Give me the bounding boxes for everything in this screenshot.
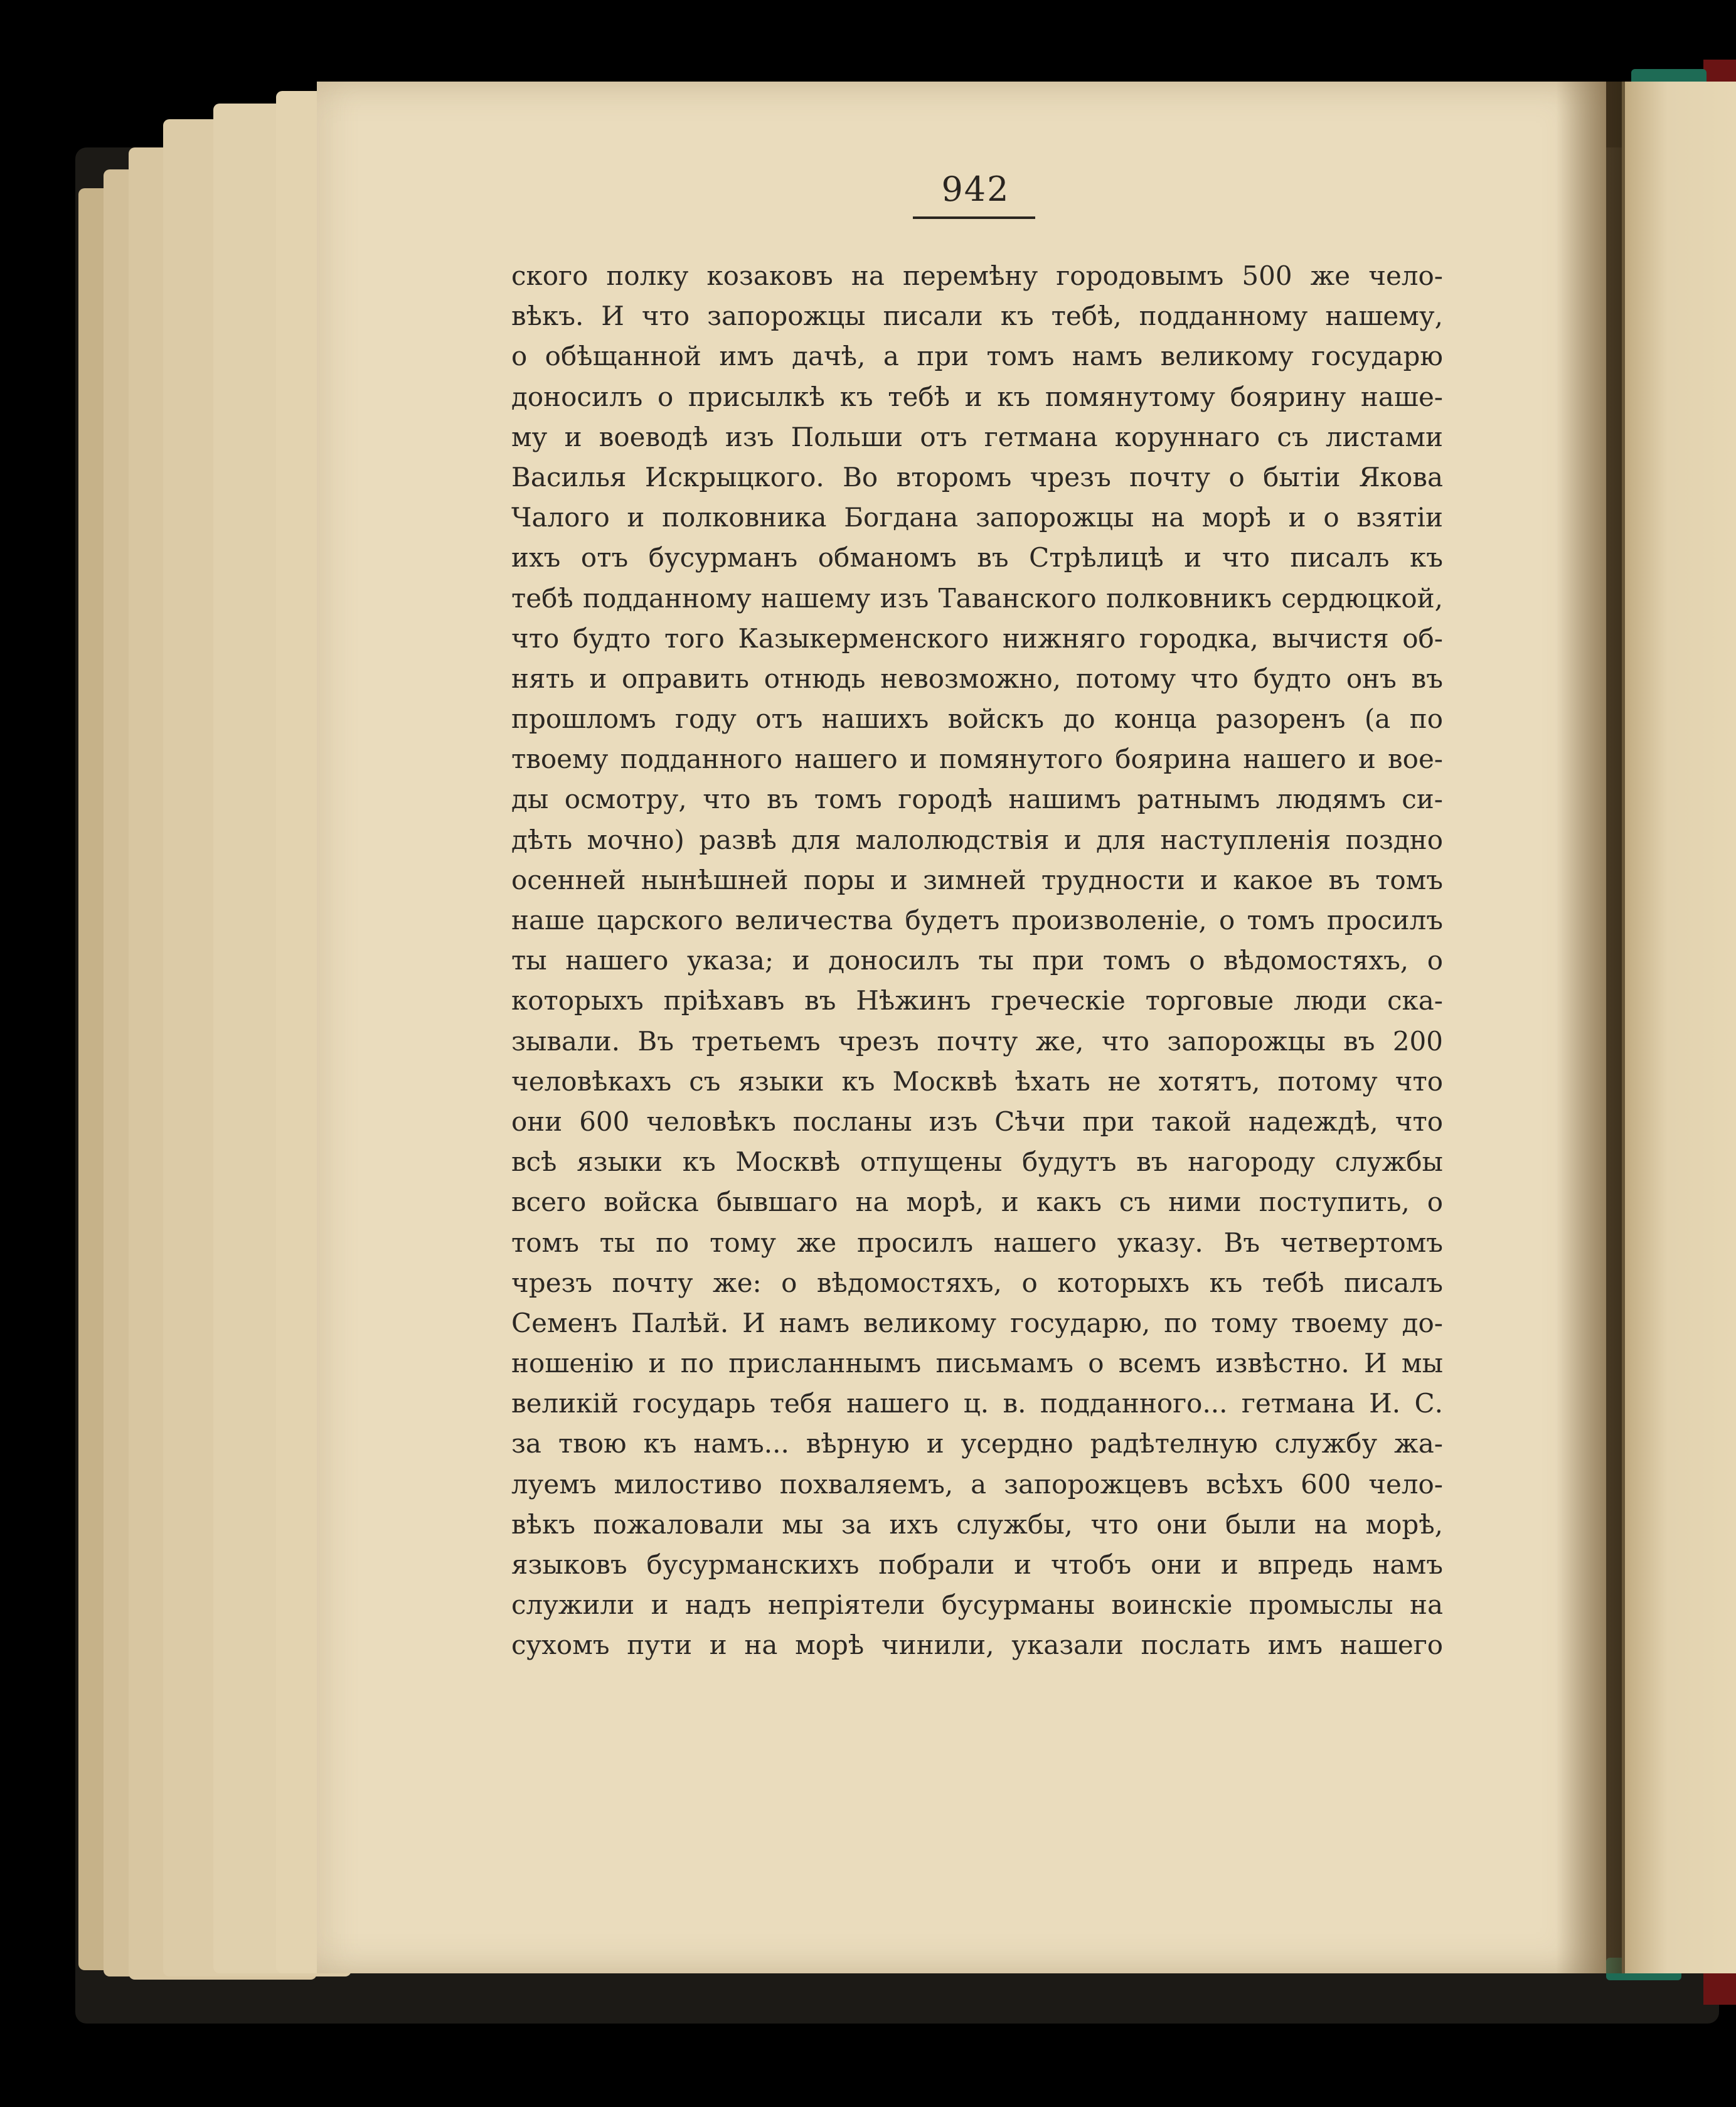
text-line: человѣкахъ съ языки къ Москвѣ ѣхать не хотятъ, потому что: [511, 1065, 1443, 1097]
text-line: языковъ бусурманскихъ побрали и чтобъ они и впредь намъ: [511, 1549, 1443, 1580]
text-line: му и воеводѣ изъ Польши отъ гетмана коруннаго съ листами: [511, 421, 1443, 452]
text-line: нять и оправить отнюдь невозможно, потому что будто онъ въ: [511, 663, 1443, 694]
text-line: о обѣщанной имъ дачѣ, а при томъ намъ великому государю: [511, 341, 1443, 372]
page-text: [511, 256, 1443, 1666]
text-line: всего войска бывшаго на морѣ, и какъ съ ними поступить, о: [511, 1187, 1443, 1218]
text-line: за твою къ намъ... вѣрную и усердно радѣтелную службу жа-: [511, 1428, 1443, 1459]
text-line: ношенію и по присланнымъ письмамъ о всемъ извѣстно. И мы: [511, 1348, 1443, 1379]
text-line: великій государь тебя нашего ц. в. подданного... гетмана И. С.: [511, 1388, 1443, 1419]
text-line: они 600 человѣкъ посланы изъ Сѣчи при такой надеждѣ, что: [511, 1106, 1443, 1137]
text-line: вѣкъ пожаловали мы за ихъ службы, что они были на морѣ,: [511, 1508, 1443, 1540]
text-line: ты нашего указа; и доносилъ ты при томъ о вѣдомостяхъ, о: [511, 945, 1443, 976]
text-line: Семенъ Палѣй. И намъ великому государю, по тому твоему до-: [511, 1307, 1443, 1338]
text-line: ского полку козаковъ на перемѣну городовымъ 500 же чело-: [511, 260, 1443, 291]
text-line: вѣкъ. И что запорожцы писали къ тебѣ, подданному нашему,: [511, 301, 1443, 332]
text-line: служили и надъ непріятели бусурманы воинскіе промыслы на: [511, 1589, 1443, 1621]
text-line: ихъ отъ бусурманъ обманомъ въ Стрѣлицѣ и что писалъ къ: [511, 542, 1443, 573]
text-line: которыхъ пріѣхавъ въ Нѣжинъ греческіе торговые люди ска-: [511, 985, 1443, 1016]
text-line: зывали. Въ третьемъ чрезъ почту же, что запорожцы въ 200: [511, 1025, 1443, 1057]
text-line: осенней нынѣшней поры и зимней трудности и какое въ томъ: [511, 864, 1443, 895]
text-line: всѣ языки къ Москвѣ отпущены будутъ въ нагороду службы: [511, 1146, 1443, 1178]
text-line: тебѣ подданному нашему изъ Таванского полковникъ сердюцкой,: [511, 582, 1443, 614]
text-line: прошломъ году отъ нашихъ войскъ до конца разоренъ (а по: [511, 703, 1443, 735]
text-line: дѣть мочно) развѣ для малолюдствія и для наступленія поздно: [511, 824, 1443, 855]
text-line: твоему подданного нашего и помянутого боярина нашего и вое-: [511, 744, 1443, 775]
text-line: что будто того Казыкерменского нижняго городка, вычистя об-: [511, 622, 1443, 654]
text-line: доносилъ о присылкѣ къ тебѣ и къ помянутому боярину наше-: [511, 381, 1443, 412]
page-number: 942: [941, 169, 1010, 209]
text-line: Василья Искрыцкого. Во второмъ чрезъ почту о бытіи Якова: [511, 461, 1443, 493]
facing-page: [1622, 82, 1736, 1973]
text-line: ды осмотру, что въ томъ городѣ нашимъ ратнымъ людямъ си-: [511, 784, 1443, 815]
text-line: сухомъ пути и на морѣ чинили, указали послать имъ нашего: [511, 1630, 1443, 1661]
text-line: Чалого и полковника Богдана запорожцы на морѣ и о взятіи: [511, 502, 1443, 533]
page-number-rule: [913, 216, 1035, 219]
text-line: чрезъ почту же: о вѣдомостяхъ, о которыхъ къ тебѣ писалъ: [511, 1267, 1443, 1298]
page-gutter: [1556, 82, 1625, 1973]
text-line: луемъ милостиво похваляемъ, а запорожцевъ всѣхъ 600 чело-: [511, 1468, 1443, 1500]
text-line: наше царского величества будетъ произволеніе, о томъ просилъ: [511, 905, 1443, 936]
text-line: томъ ты по тому же просилъ нашего указу. Въ четвертомъ: [511, 1227, 1443, 1258]
